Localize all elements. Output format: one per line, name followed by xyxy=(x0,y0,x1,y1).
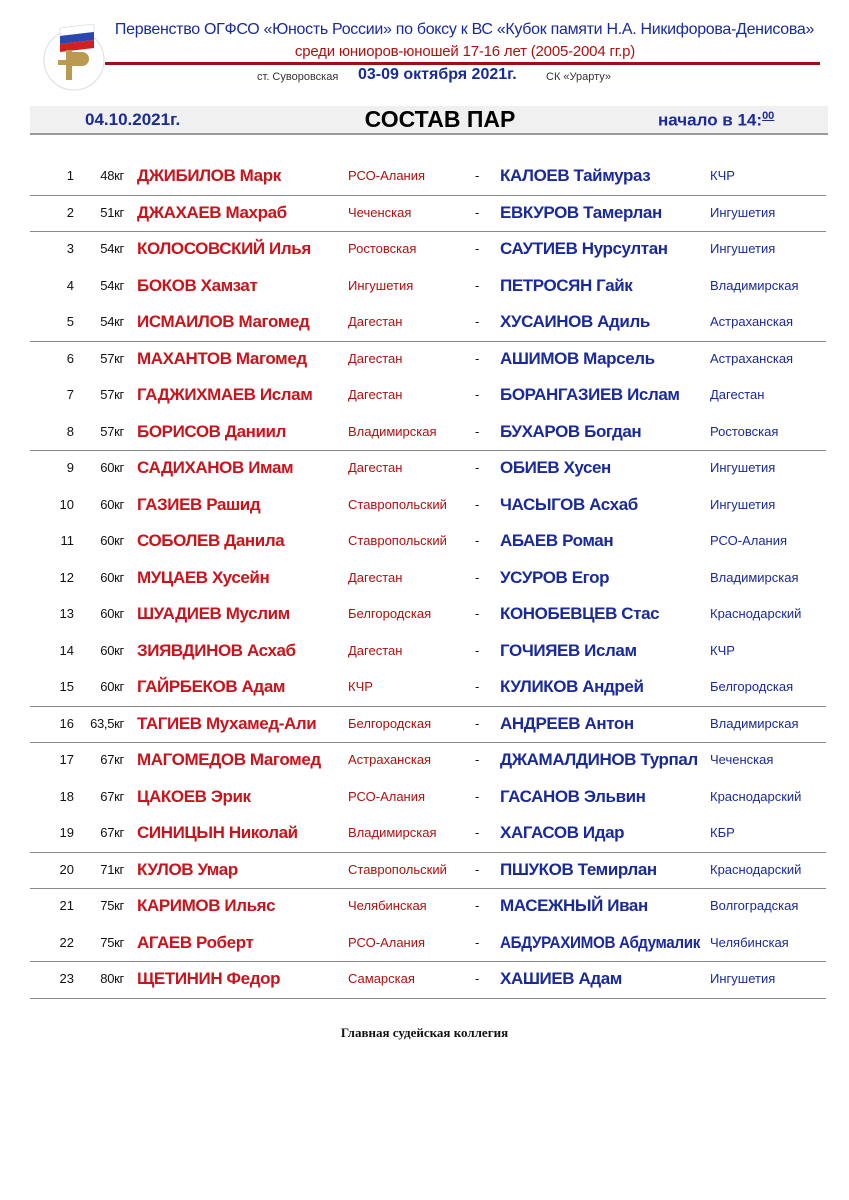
red-corner-region: Самарская xyxy=(348,971,415,986)
red-corner-region: Чеченская xyxy=(348,204,412,220)
blue-corner-name: ПШУКОВ Темирлан xyxy=(500,859,657,879)
blue-corner-name: АБАЕВ Роман xyxy=(500,531,614,550)
bout-number: 11 xyxy=(60,533,74,548)
red-corner-name: АГАЕВ Роберт xyxy=(137,932,254,952)
blue-corner-name: МАСЕЖНЫЙ Иван xyxy=(500,896,648,915)
red-corner-name: ЦАКОЕВ Эрик xyxy=(137,786,251,806)
blue-corner-name: ЕВКУРОВ Тамерлан xyxy=(500,202,662,222)
blue-corner-region: Ингушетия xyxy=(710,204,776,220)
event-dates: 03-09 октября 2021г. xyxy=(358,66,517,83)
separator: - xyxy=(475,350,480,366)
blue-corner-name: ХУСАИНОВ Адиль xyxy=(500,312,650,331)
bout-number: 3 xyxy=(66,241,74,256)
separator: - xyxy=(475,423,480,439)
bout-row xyxy=(30,670,826,707)
red-corner-name: ИСМАИЛОВ Магомед xyxy=(137,312,310,331)
bout-row xyxy=(30,780,826,817)
red-corner-region: КЧР xyxy=(348,679,373,694)
separator: - xyxy=(475,715,480,731)
bout-number: 20 xyxy=(59,861,74,877)
blue-corner-region: Ингушетия xyxy=(710,971,776,986)
bout-number: 5 xyxy=(66,314,74,329)
weight-class: 63,5кг xyxy=(90,715,124,731)
bout-number: 18 xyxy=(59,788,74,804)
bout-number: 17 xyxy=(59,752,74,767)
blue-corner-region: Владимирская xyxy=(710,569,799,585)
bout-row xyxy=(30,378,826,415)
red-corner-region: Ростовская xyxy=(348,241,417,256)
blue-corner-region: Ингушетия xyxy=(710,496,776,512)
separator: - xyxy=(475,971,480,986)
weight-class: 67кг xyxy=(100,788,124,804)
separator: - xyxy=(475,752,480,767)
blue-corner-region: Белгородская xyxy=(710,679,794,694)
bout-row xyxy=(30,305,826,342)
weight-class: 48кг xyxy=(100,168,124,183)
bout-row xyxy=(30,816,826,853)
blue-corner-name: ХАГАСОВ Идар xyxy=(500,823,625,842)
yunost-rossii-logo xyxy=(38,20,110,92)
start-minutes: 00 xyxy=(762,110,775,122)
bout-row xyxy=(30,269,826,306)
event-title-wrap xyxy=(112,21,817,39)
blue-corner-name: САУТИЕВ Нурсултан xyxy=(500,239,668,258)
blue-corner-name: КУЛИКОВ Андрей xyxy=(500,677,644,696)
separator: - xyxy=(475,861,480,877)
red-corner-name: ГАЙРБЕКОВ Адам xyxy=(137,677,286,696)
bout-number: 22 xyxy=(59,934,74,950)
start-time xyxy=(658,110,774,131)
blue-corner-name: КОНОБЕВЦЕВ Стас xyxy=(500,604,660,623)
red-corner-region: Белгородская xyxy=(348,606,432,621)
red-corner-name: МУЦАЕВ Хусейн xyxy=(137,567,270,587)
bout-number: 15 xyxy=(59,679,74,694)
weight-class: 60кг xyxy=(100,496,124,512)
red-corner-region: РСО-Алания xyxy=(348,168,426,183)
bout-row xyxy=(30,561,826,598)
bout-number: 10 xyxy=(59,496,74,512)
bout-row xyxy=(30,524,826,561)
blue-corner-name: ДЖАМАЛДИНОВ Турпал xyxy=(500,750,698,769)
bout-number: 16 xyxy=(59,715,74,731)
blue-corner-name: УСУРОВ Егор xyxy=(500,567,610,587)
red-corner-region: Владимирская xyxy=(348,825,437,840)
page-title: СОСТАВ ПАР xyxy=(364,106,516,132)
blue-corner-name: ОБИЕВ Хусен xyxy=(500,458,611,477)
red-corner-name: ДЖИБИЛОВ Марк xyxy=(137,166,281,185)
red-corner-region: Дагестан xyxy=(348,460,403,475)
separator: - xyxy=(475,788,480,804)
red-corner-name: МАГОМЕДОВ Магомед xyxy=(137,750,321,769)
blue-corner-name: АНДРЕЕВ Антон xyxy=(500,713,634,733)
bout-number: 19 xyxy=(59,825,74,840)
blue-corner-name: ГАСАНОВ Эльвин xyxy=(500,786,646,806)
separator: - xyxy=(475,606,480,621)
bout-number: 2 xyxy=(66,204,74,220)
weight-class: 54кг xyxy=(100,241,124,256)
separator: - xyxy=(475,679,480,694)
weight-class: 54кг xyxy=(100,277,124,293)
weight-class: 60кг xyxy=(100,642,124,658)
red-corner-region: Ставропольский xyxy=(348,533,447,548)
red-corner-region: Ставропольский xyxy=(348,861,447,877)
red-corner-region: Дагестан xyxy=(348,642,403,658)
bout-row xyxy=(30,962,826,999)
blue-corner-region: Астраханская xyxy=(710,350,794,366)
weight-class: 60кг xyxy=(100,606,124,621)
red-corner-region: РСО-Алания xyxy=(348,934,426,950)
club: СК «Урарту» xyxy=(546,71,612,83)
weight-class: 60кг xyxy=(100,569,124,585)
bout-row xyxy=(30,889,826,926)
bout-number: 14 xyxy=(59,642,74,658)
bout-row xyxy=(30,743,826,780)
blue-corner-region: Ростовская xyxy=(710,423,779,439)
venue: ст. Суворовская xyxy=(257,71,339,83)
red-corner-name: КАРИМОВ Ильяс xyxy=(137,896,276,915)
weight-class: 67кг xyxy=(100,825,124,840)
weight-class: 75кг xyxy=(100,934,124,950)
blue-corner-region: Волгоградская xyxy=(710,898,799,913)
blue-corner-name: АБДУРАХИМОВ Абдумалик xyxy=(500,932,701,952)
blue-corner-region: Челябинская xyxy=(710,934,789,950)
separator: - xyxy=(475,277,480,293)
weight-class: 57кг xyxy=(100,423,124,439)
bout-number: 4 xyxy=(66,277,74,293)
separator: - xyxy=(475,204,480,220)
blue-corner-region: Краснодарский xyxy=(710,788,802,804)
blue-corner-region: Дагестан xyxy=(710,387,765,402)
bout-row xyxy=(30,342,826,379)
weight-class: 60кг xyxy=(100,679,124,694)
bout-row xyxy=(30,597,826,634)
red-corner-name: ГАЗИЕВ Рашид xyxy=(137,494,261,514)
blue-corner-region: Ингушетия xyxy=(710,241,776,256)
red-corner-region: Дагестан xyxy=(348,314,403,329)
red-corner-name: ЗИЯВДИНОВ Асхаб xyxy=(137,640,296,660)
blue-corner-name: БУХАРОВ Богдан xyxy=(500,421,642,441)
red-corner-name: ГАДЖИХМАЕВ Ислам xyxy=(137,385,313,404)
divider xyxy=(105,62,820,65)
blue-corner-region: КЧР xyxy=(710,168,735,183)
blue-corner-name: ПЕТРОСЯН Гайк xyxy=(500,275,633,295)
blue-corner-region: Владимирская xyxy=(710,715,799,731)
separator: - xyxy=(475,168,480,183)
blue-corner-region: Краснодарский xyxy=(710,606,802,621)
separator: - xyxy=(475,642,480,658)
blue-corner-name: ХАШИЕВ Адам xyxy=(500,969,622,988)
separator: - xyxy=(475,825,480,840)
separator: - xyxy=(475,241,480,256)
bout-row xyxy=(30,159,826,196)
bout-row xyxy=(30,707,826,744)
separator: - xyxy=(475,934,480,950)
bout-number: 7 xyxy=(66,387,74,402)
red-corner-name: КОЛОСОВСКИЙ Илья xyxy=(137,239,311,258)
weight-class: 67кг xyxy=(100,752,124,767)
bout-row xyxy=(30,488,826,525)
bout-row xyxy=(30,926,826,963)
weight-class: 54кг xyxy=(100,314,124,329)
weight-class: 80кг xyxy=(100,971,124,986)
footer-signature: Главная судейская коллегия xyxy=(340,1025,509,1040)
red-corner-region: Владимирская xyxy=(348,423,437,439)
blue-corner-region: Ингушетия xyxy=(710,460,776,475)
red-corner-region: Дагестан xyxy=(348,569,403,585)
separator: - xyxy=(475,496,480,512)
blue-corner-name: БОРАНГАЗИЕВ Ислам xyxy=(500,385,680,404)
blue-corner-name: КАЛОЕВ Таймураз xyxy=(500,166,651,185)
red-corner-region: Белгородская xyxy=(348,715,432,731)
red-corner-region: Ставропольский xyxy=(348,496,447,512)
red-corner-name: БОРИСОВ Даниил xyxy=(137,421,287,441)
blue-corner-region: РСО-Алания xyxy=(710,533,788,548)
red-corner-name: ЩЕТИНИН Федор xyxy=(137,969,281,988)
event-title: Первенство ОГФСО «Юность России» по боксу к ВС «Кубок памяти Н.А. Никифорова-Денисова» xyxy=(114,21,815,38)
blue-corner-region: Чеченская xyxy=(710,752,774,767)
separator: - xyxy=(475,460,480,475)
red-corner-name: ТАГИЕВ Мухамед-Али xyxy=(137,713,317,733)
red-corner-name: ДЖАХАЕВ Махраб xyxy=(137,202,287,222)
weight-class: 71кг xyxy=(100,861,124,877)
event-subtitle: среди юниоров-юношей 17-16 лет (2005-2004 гг.р) xyxy=(294,43,636,60)
red-corner-name: БОКОВ Хамзат xyxy=(137,275,258,295)
red-corner-name: ШУАДИЕВ Муслим xyxy=(137,604,290,623)
blue-corner-name: АШИМОВ Марсель xyxy=(500,348,655,368)
blue-corner-name: ЧАСЫГОВ Асхаб xyxy=(500,494,638,514)
bout-number: 9 xyxy=(66,460,74,475)
weight-class: 60кг xyxy=(100,533,124,548)
separator: - xyxy=(475,569,480,585)
bout-row xyxy=(30,853,826,890)
separator: - xyxy=(475,314,480,329)
red-corner-region: Ингушетия xyxy=(348,277,414,293)
separator: - xyxy=(475,533,480,548)
red-corner-region: РСО-Алания xyxy=(348,788,426,804)
blue-corner-region: КБР xyxy=(710,825,735,840)
bout-number: 13 xyxy=(59,606,74,621)
red-corner-name: СИНИЦЫН Николай xyxy=(137,823,298,842)
bout-number: 6 xyxy=(66,350,74,366)
red-corner-name: САДИХАНОВ Имам xyxy=(137,458,294,477)
bout-number: 8 xyxy=(66,423,74,439)
red-corner-region: Дагестан xyxy=(348,387,403,402)
bout-number: 23 xyxy=(59,971,74,986)
bout-row xyxy=(30,451,826,488)
bout-row xyxy=(30,196,826,233)
bouts-list xyxy=(30,159,826,999)
bout-number: 12 xyxy=(59,569,74,585)
bout-date: 04.10.2021г. xyxy=(85,110,181,129)
red-corner-name: МАХАНТОВ Магомед xyxy=(137,348,307,368)
red-corner-region: Астраханская xyxy=(348,752,432,767)
weight-class: 75кг xyxy=(100,898,124,913)
red-corner-region: Челябинская xyxy=(348,898,427,913)
bout-number: 21 xyxy=(59,898,74,913)
bout-number: 1 xyxy=(66,168,74,183)
red-corner-name: СОБОЛЕВ Данила xyxy=(137,531,285,550)
bout-row xyxy=(30,634,826,671)
blue-corner-region: Астраханская xyxy=(710,314,794,329)
weight-class: 51кг xyxy=(100,204,124,220)
blue-corner-region: Краснодарский xyxy=(710,861,802,877)
weight-class: 57кг xyxy=(100,350,124,366)
red-corner-name: КУЛОВ Умар xyxy=(137,859,238,879)
start-label: начало в 14: xyxy=(658,110,763,130)
bout-row xyxy=(30,232,826,269)
blue-corner-region: КЧР xyxy=(710,642,735,658)
separator: - xyxy=(475,387,480,402)
weight-class: 57кг xyxy=(100,387,124,402)
red-corner-region: Дагестан xyxy=(348,350,403,366)
separator: - xyxy=(475,898,480,913)
weight-class: 60кг xyxy=(100,460,124,475)
blue-corner-region: Владимирская xyxy=(710,277,799,293)
blue-corner-name: ГОЧИЯЕВ Ислам xyxy=(500,640,637,660)
bout-row xyxy=(30,415,826,452)
